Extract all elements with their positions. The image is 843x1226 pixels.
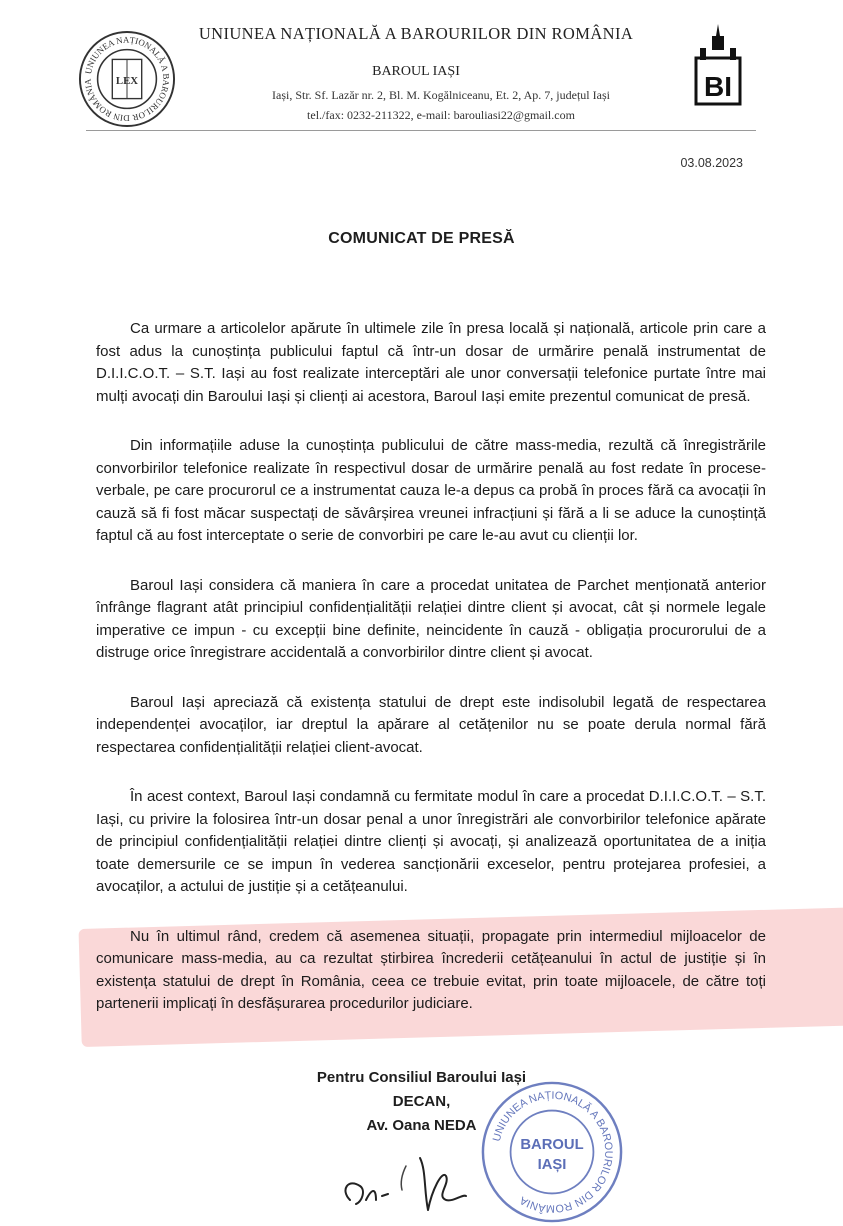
signature-line-name: Av. Oana NEDA [366, 1117, 477, 1134]
bar-address: Iași, Str. Sf. Lazăr nr. 2, Bl. M. Kogălniceanu, Et. 2, Ap. 7, județul Iași [272, 88, 610, 102]
org-name: UNIUNEA NAȚIONALĂ A BAROURILOR DIN ROMÂNIA [198, 24, 634, 43]
logo-center-text: LEX [115, 74, 139, 87]
paragraph-1: Ca urmare a articolelor apărute în ultimele zile în presa locală și națională, articole prin care a fost adus la cunoștința publicului faptul că într-un dosar de urmărire penală instrumentat de D.I.I.C.O.T. – S.T. Iași au fost realizate interceptări ale unor conversații telefonice purtate între mai mulți avocați din Baroului Iași și clienți ai acestora, Baroul Iași emite prezentul comunicat de presă. [96, 320, 766, 405]
document-date: 03.08.2023 [680, 156, 743, 170]
signature-line-council: Pentru Consiliul Baroului Iași [316, 1069, 527, 1086]
baroul-iasi-logo [690, 22, 746, 106]
bar-contact: tel./fax: 0232-211322, e-mail: barouliasi22@gmail.com [307, 108, 575, 122]
paragraph-4: Baroul Iași apreciază că existența statului de drept este indisolubil legată de respectarea independenței avocaților, iar dreptul la apărare al cetățenilor nu se poate derula normal fără respectarea confidențialității relației client-avocat. [96, 693, 766, 756]
paragraph-3: Baroul Iași considera că maniera în care a procedat unitatea de Parchet menționată anterior înfrânge flagrant atât principiul confidențialității relației dintre client și avocat, cât și normele legale imperative ce impun - cu excepții bine definite, neincidente în cauză - obligația procurorului de a distruge orice înregistrare accidentală a convorbirilor dintre client și avocat. [96, 576, 766, 661]
document-title: COMUNICAT DE PRESĂ [328, 230, 515, 247]
stamp-center-line2: IAȘI [537, 1156, 567, 1173]
stamp-center-line1: BAROUL [520, 1137, 584, 1154]
signature-line-title: DECAN, [392, 1093, 451, 1110]
unbr-logo [78, 30, 176, 128]
document-body [96, 318, 766, 1043]
signature-block [0, 1066, 843, 1138]
paragraph-6: Nu în ultimul rând, credem că asemenea situații, propagate prin intermediul mijloacelor de comunicare mass-media, au ca rezultat știrbirea încrederii cetățeanului în actul de justiție și în existența statului de drept în România, ceea ce trebuie evitat, prin toate mijloacele, de către toți partenerii implicați în desfășurarea procedurilor judiciare. [96, 927, 766, 1012]
logo-bi-text: BI [704, 71, 732, 102]
stamp-ring-text: UNIUNEA NAȚIONALĂ A BAROURILOR DIN ROMÂNIA [490, 1089, 615, 1215]
handwritten-signature [336, 1130, 546, 1215]
logo-ring-text: UNIUNEA NAȚIONALĂ A BAROURILOR DIN ROMÂNIA [82, 34, 172, 124]
bar-address-block [246, 85, 636, 125]
bar-name: BAROUL IAȘI [372, 64, 460, 79]
header-divider [86, 130, 756, 131]
paragraph-2: Din informațiile aduse la cunoștința publicului de către mass-media, rezultă că înregistrările convorbirilor telefonice realizate în respectivul dosar de urmărire penală au fost redate în procese-verbale, pe care procurorul ce a instrumentat cauza le-a depus ca probă în proces fără ca avocații în cauză să fi fost măcar suspectați de săvârșirea vreunei infracțiuni și fără a li se aduce la cunoștință faptul că au fost interceptate o serie de convorbiri pe care le-au avut cu clienții lor. [96, 437, 766, 544]
paragraph-5: În acest context, Baroul Iași condamnă cu fermitate modul în care a procedat D.I.I.C.O.T. – S.T. Iași, cu privire la folosirea într-un dosar penal a unor înregistrări ale convorbirilor telefonice apărate de principiul confidențialității relației dintre clienți și avocați, și analizează oportunitatea de a iniția toate demersurile ce se impun în vederea sancționării exceselor, pentru protejarea profesiei, a avocaților, a actului de justiție și a cetățeanului. [96, 788, 766, 895]
